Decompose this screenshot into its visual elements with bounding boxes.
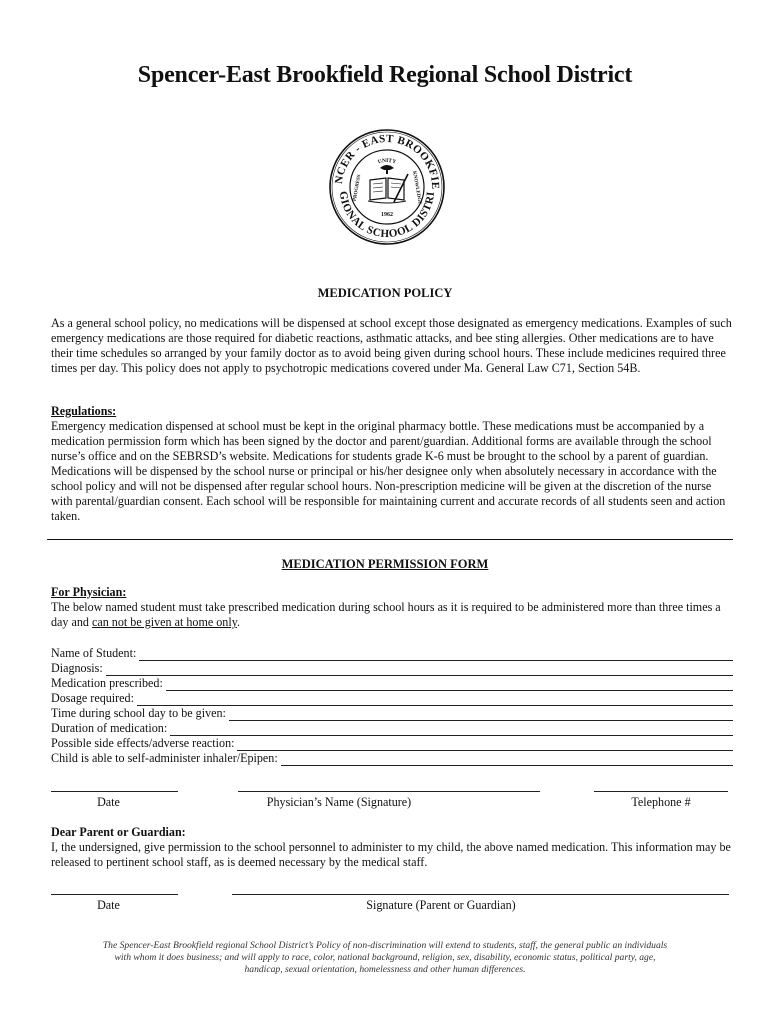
- physician-date-label: Date: [97, 795, 120, 809]
- parent-date-line[interactable]: [51, 894, 178, 895]
- field-line[interactable]: [229, 709, 733, 721]
- seal-inner-left-text: PROGRESS: [352, 174, 363, 202]
- seal-bottom-text: GIONAL SCHOOL DISTRI: [336, 190, 438, 241]
- field-side-effects[interactable]: Possible side effects/adverse reaction:: [51, 736, 733, 751]
- field-time[interactable]: Time during school day to be given:: [51, 706, 733, 721]
- seal-year: 1962: [381, 212, 393, 218]
- physician-label: For Physician:: [51, 585, 127, 599]
- parent-section: [51, 825, 733, 870]
- physician-date-line[interactable]: [51, 791, 178, 792]
- physician-phone-line[interactable]: [594, 791, 728, 792]
- physician-fields: [51, 646, 733, 766]
- district-seal: [328, 128, 446, 246]
- svg-text:UNITY: [377, 158, 396, 165]
- seal-inner-top-text: UNITY: [377, 157, 397, 166]
- physician-section: [51, 585, 733, 630]
- field-diagnosis[interactable]: Diagnosis:: [51, 661, 733, 676]
- physician-text-end: .: [236, 615, 240, 629]
- field-medication[interactable]: Medication prescribed:: [51, 676, 733, 691]
- field-dosage[interactable]: Dosage required:: [51, 691, 733, 706]
- field-line[interactable]: [139, 649, 733, 661]
- field-line[interactable]: [281, 754, 733, 766]
- document-title: Spencer-East Brookfield Regional School District: [137, 62, 633, 88]
- field-line[interactable]: [166, 679, 733, 691]
- physician-text: The below named student must take prescribed medication during school hours as it is required to be administered more than three times a day and: [51, 600, 721, 629]
- field-line[interactable]: [170, 724, 733, 736]
- parent-label: Dear Parent or Guardian:: [51, 825, 186, 839]
- parent-signature-label: Signature (Parent or Guardian): [366, 898, 516, 912]
- parent-text: I, the undersigned, give permission to the school personnel to administer to my child, the above named medication. This information may be released to pertinent school staff, as is deemed necessary by the medical staff.: [51, 840, 731, 869]
- physician-text-underlined: can not be given at home only: [91, 615, 237, 629]
- field-self-administer[interactable]: Child is able to self-administer inhaler/Epipen:: [51, 751, 733, 766]
- physician-phone-label: Telephone #: [631, 795, 691, 809]
- nondiscrimination-footer: The Spencer-East Brookfield regional School District’s Policy of non-discrimination will extend to students, staff, the general public an individuals with whom it does business; and will apply to race, color, national background, religion, sex, disability, economic status, political party, age, handicap, sexual orientation, homelessness and other human differences.: [102, 940, 668, 975]
- physician-signature-label: Physician’s Name (Signature): [266, 795, 412, 809]
- field-line[interactable]: [237, 739, 733, 751]
- regulations-text: Emergency medication dispensed at school must be kept in the original pharmacy bottle. These medications must be accompanied by a medication permission form which has been signed by the doctor and parent/guardian. Additional forms are available through the school nurse’s office and on the SEBRSD’s website. Medications for students grade K-6 must be brought to the school by a parent of guardian. Medications will be dispensed by the school nurse or principal or his/her designee only when absolutely necessary in accordance with the school policy and will not be dispensed after regular school hours. Non-prescription medicine will be given at the discretion of the nurse with parental/guardian consent. Each school will be responsible for maintaining current and accurate records of all students seen and action taken.: [51, 419, 726, 523]
- seal-inner-right-text: KNOWLEDGE: [411, 170, 422, 206]
- policy-intro: As a general school policy, no medications will be dispensed at school except those designated as emergency medications. Examples of such emergency medications are those required for diabetic reactions, asthmatic attacks, and bee sting allergies. Other medications are to have their time schedules so arranged by your family doctor as to avoid being given during school hours. These include medicines required three times per day. This policy does not apply to psychotropic medications covered under Ma. General Law C71, Section 54B.: [51, 316, 732, 375]
- field-duration[interactable]: Duration of medication:: [51, 721, 733, 736]
- book-lamp-icon: [368, 165, 408, 203]
- field-line[interactable]: [106, 664, 733, 676]
- parent-date-label: Date: [97, 898, 120, 912]
- parent-signature-line[interactable]: [232, 894, 729, 895]
- seal-top-text: NCER - EAST BROOKFIE: [332, 132, 442, 190]
- regulations-section: [51, 404, 733, 524]
- field-line[interactable]: [137, 694, 733, 706]
- form-heading: MEDICATION PERMISSION FORM: [281, 557, 489, 571]
- physician-signature-line[interactable]: [238, 791, 540, 792]
- regulations-label: Regulations:: [51, 404, 117, 418]
- field-student-name[interactable]: Name of Student:: [51, 646, 733, 661]
- policy-heading: MEDICATION POLICY: [317, 286, 453, 300]
- section-divider: [47, 539, 733, 540]
